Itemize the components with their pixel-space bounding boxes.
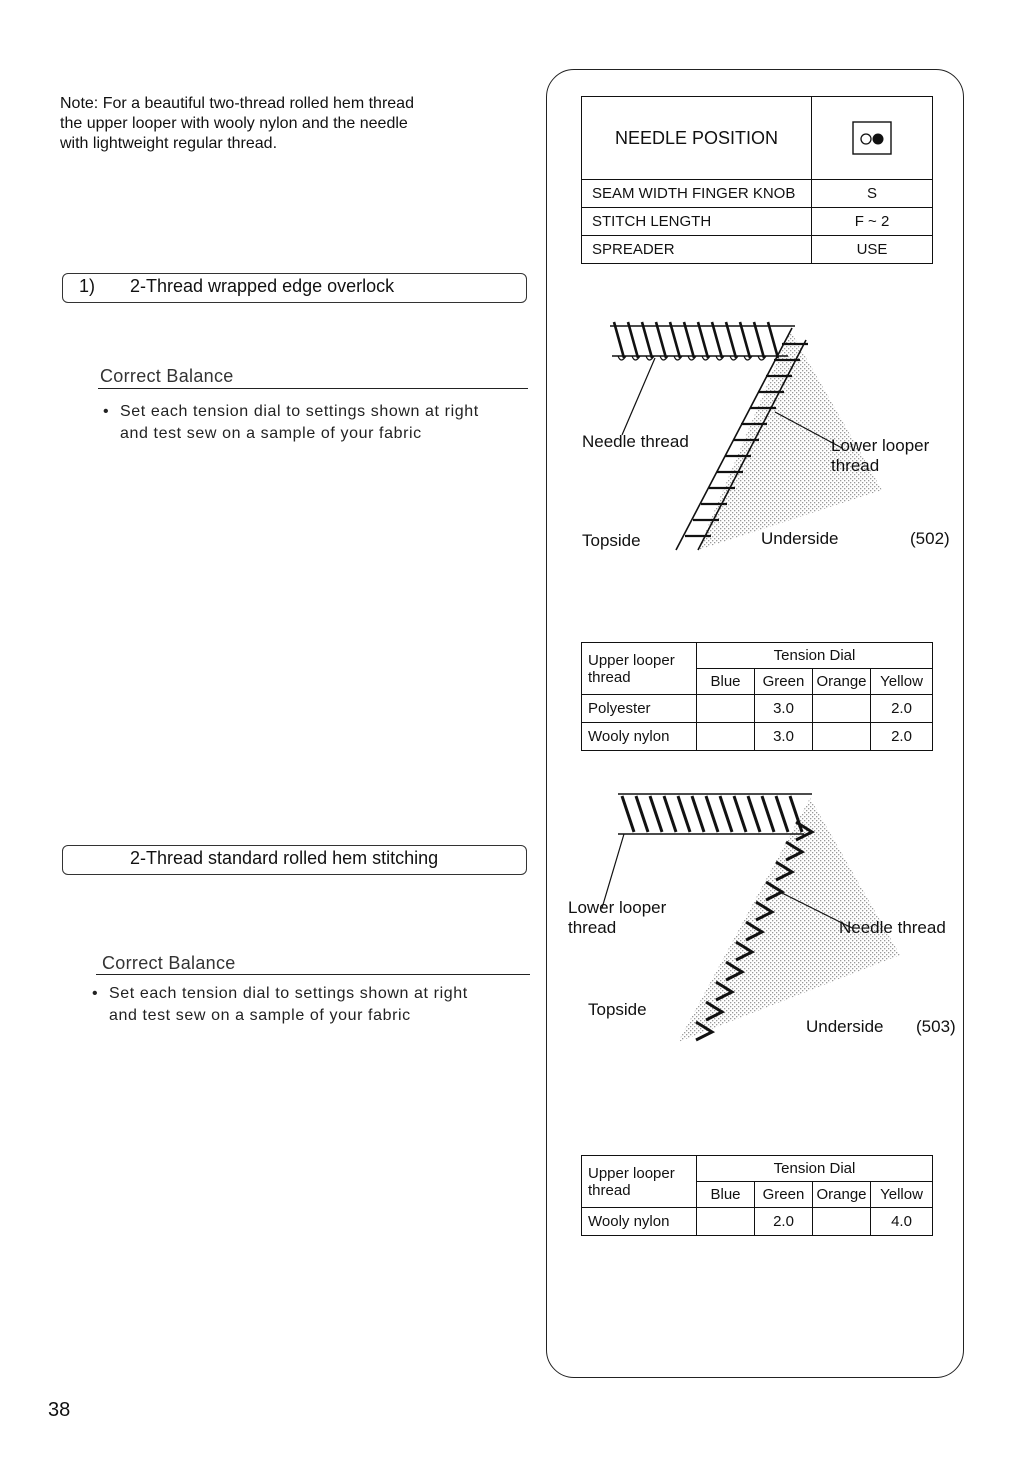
section1-correct-balance-heading: Correct Balance (100, 366, 234, 386)
column-header-yellow: Yellow (871, 1182, 933, 1208)
row-header-line2: thread (588, 668, 631, 686)
note-line: the upper looper with wooly nylon and the needle (60, 115, 408, 132)
diagram503-figure-number: (503) (916, 1017, 956, 1036)
table-cell: 4.0 (871, 1208, 933, 1236)
section2-instruction (92, 983, 522, 1029)
setting-label: SEAM WIDTH FINGER KNOB (582, 180, 812, 208)
tension-dial-header: Tension Dial (697, 643, 933, 669)
top-stitch-coils (614, 322, 778, 358)
table-cell (813, 723, 871, 751)
row-header-line1: Upper looper (588, 651, 675, 669)
section2-heading-rule (96, 974, 530, 975)
diagram502-topside-label: Topside (582, 531, 641, 550)
diagram503-lower-looper-label-line1: Lower looper (568, 898, 667, 917)
setting-label: STITCH LENGTH (582, 208, 812, 236)
column-header-blue: Blue (697, 1182, 755, 1208)
tension-table-1 (581, 642, 933, 751)
page-number: 38 (48, 1399, 71, 1421)
needle-position-label: NEEDLE POSITION (582, 97, 812, 180)
table-cell (813, 695, 871, 723)
table-row-label: Wooly nylon (582, 723, 697, 751)
settings-table (581, 96, 933, 264)
section1-title-box (62, 273, 527, 303)
needle-position-icon (852, 121, 892, 155)
section1-instruction-line1: Set each tension dial to settings shown at right (120, 403, 479, 420)
tension-table-2-row-header (582, 1156, 697, 1208)
table-cell: 3.0 (755, 695, 813, 723)
section1-instruction-line2: and test sew on a sample of your fabric (120, 425, 422, 442)
table-cell: 2.0 (755, 1208, 813, 1236)
table-cell (697, 695, 755, 723)
note-text (60, 94, 500, 154)
note-line: with lightweight regular thread. (60, 135, 278, 152)
diagram502-lower-looper-label-line1: Lower looper (831, 436, 930, 455)
section2-instruction-line1: Set each tension dial to settings shown at right (109, 985, 468, 1002)
column-header-orange: Orange (813, 669, 871, 695)
section2-instruction-line2: and test sew on a sample of your fabric (109, 1007, 411, 1024)
row-header-line1: Upper looper (588, 1164, 675, 1182)
table-cell: 3.0 (755, 723, 813, 751)
tension-dial-header: Tension Dial (697, 1156, 933, 1182)
bullet-icon: • (103, 403, 110, 420)
column-header-orange: Orange (813, 1182, 871, 1208)
diagram502-underside-label: Underside (761, 529, 839, 548)
diagram502-lower-looper-label-line2: thread (831, 456, 880, 475)
table-cell: 2.0 (871, 723, 933, 751)
column-header-blue: Blue (697, 669, 755, 695)
diagram502-figure-number: (502) (910, 529, 950, 548)
tension-table-2 (581, 1155, 933, 1236)
needle-thread-leader (622, 358, 655, 435)
section2-title: 2-Thread standard rolled hem stitching (130, 848, 439, 868)
table-row-label: Polyester (582, 695, 697, 723)
diagram503-underside-label: Underside (806, 1017, 884, 1036)
stitch-diagram-502 (560, 300, 960, 560)
bullet-icon: • (92, 985, 99, 1002)
section2-correct-balance-heading: Correct Balance (102, 953, 236, 973)
diagram502-needle-thread-label: Needle thread (582, 432, 689, 451)
column-header-green: Green (755, 669, 813, 695)
table-cell (697, 723, 755, 751)
setting-value: F ~ 2 (812, 208, 933, 236)
diagram503-lower-looper-label-line2: thread (568, 918, 617, 937)
note-line: Note: For a beautiful two-thread rolled hem thread (60, 95, 414, 112)
table-cell: 2.0 (871, 695, 933, 723)
lower-looper-leader (602, 834, 624, 908)
table-cell (813, 1208, 871, 1236)
diagram503-topside-label: Topside (588, 1000, 647, 1019)
table-row-label: Wooly nylon (582, 1208, 697, 1236)
section1-number: 1) (79, 276, 96, 296)
setting-value: USE (812, 236, 933, 264)
setting-value: S (812, 180, 933, 208)
section2-title-box (62, 845, 527, 875)
section1-title: 2-Thread wrapped edge overlock (130, 276, 395, 296)
section1-instruction (103, 401, 523, 447)
table-cell (697, 1208, 755, 1236)
top-stitch-coils (622, 796, 802, 832)
row-header-line2: thread (588, 1181, 631, 1199)
setting-label: SPREADER (582, 236, 812, 264)
section1-heading-rule (98, 388, 528, 389)
diagram503-needle-thread-label: Needle thread (839, 918, 946, 937)
column-header-yellow: Yellow (871, 669, 933, 695)
needle-position-cell (812, 97, 933, 180)
tension-table-1-row-header (582, 643, 697, 695)
column-header-green: Green (755, 1182, 813, 1208)
